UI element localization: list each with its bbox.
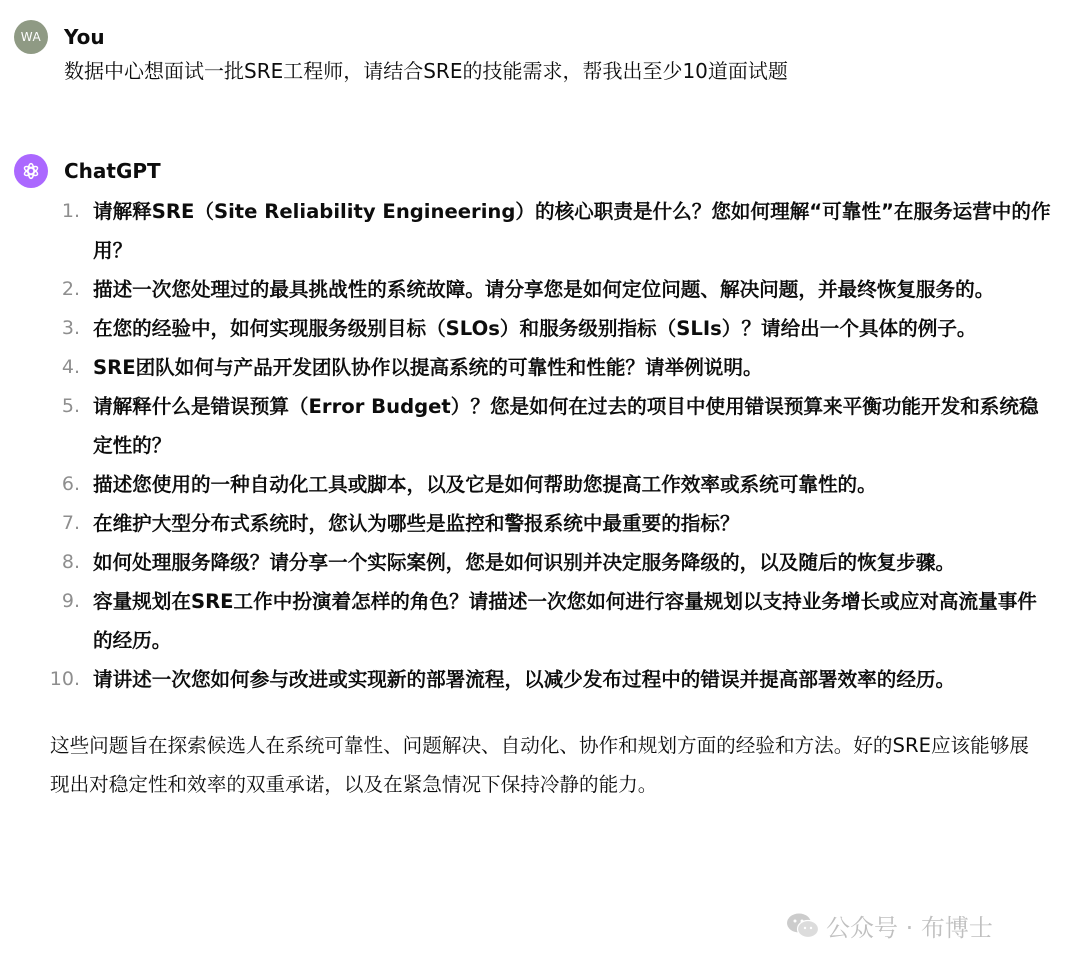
user-avatar-initials: WA <box>20 30 42 44</box>
list-item-number: 5. <box>61 395 80 417</box>
list-item-text: SRE团队如何与产品开发团队协作以提高系统的可靠性和性能？请举例说明。 <box>93 356 763 379</box>
user-name: You <box>64 25 105 49</box>
list-item-text: 请解释什么是错误预算（Error Budget）？您是如何在过去的项目中使用错误预算来平衡功能开发和系统稳定性的？ <box>93 395 1039 457</box>
list-item <box>14 192 1056 270</box>
list-item-number: 10. <box>49 668 80 690</box>
list-item <box>14 387 1056 465</box>
list-item-text: 请讲述一次您如何参与改进或实现新的部署流程，以减少发布过程中的错误并提高部署效率的经历。 <box>93 668 956 691</box>
list-item <box>14 504 1056 543</box>
list-item-number: 7. <box>61 512 80 534</box>
list-item-number: 1. <box>61 200 80 222</box>
assistant-avatar <box>14 154 48 188</box>
list-item-text: 描述一次您处理过的最具挑战性的系统故障。请分享您是如何定位问题、解决问题，并最终恢复服务的。 <box>93 278 995 301</box>
watermark <box>786 908 993 943</box>
list-item <box>14 270 1056 309</box>
user-avatar[interactable] <box>14 20 48 54</box>
list-item <box>14 348 1056 387</box>
openai-logo-icon <box>20 160 42 182</box>
list-item-number: 8. <box>61 551 80 573</box>
list-item-text: 在维护大型分布式系统时，您认为哪些是监控和警报系统中最重要的指标？ <box>93 512 740 535</box>
assistant-summary: 这些问题旨在探索候选人在系统可靠性、问题解决、自动化、协作和规划方面的经验和方法。好的SRE应该能够展现出对稳定性和效率的双重承诺，以及在紧急情况下保持冷静的能力。 <box>50 734 1029 796</box>
list-item-text: 请解释SRE（Site Reliability Engineering）的核心职责是什么？您如何理解“可靠性”在服务运营中的作用？ <box>93 200 1051 262</box>
list-item-number: 3. <box>61 317 80 339</box>
list-item <box>14 543 1056 582</box>
question-list <box>14 192 1056 699</box>
list-item-text: 描述您使用的一种自动化工具或脚本，以及它是如何帮助您提高工作效率或系统可靠性的。 <box>93 473 877 496</box>
list-item-number: 2. <box>61 278 80 300</box>
list-item-text: 在您的经验中，如何实现服务级别目标（SLOs）和服务级别指标（SLIs）？请给出一个具体的例子。 <box>93 317 977 340</box>
wechat-icon <box>786 912 820 940</box>
list-item-number: 6. <box>61 473 80 495</box>
list-item <box>14 582 1056 660</box>
list-item <box>14 660 1056 699</box>
user-message-text: 数据中心想面试一批SRE工程师，请结合SRE的技能需求，帮我出至少10道面试题 <box>64 59 788 83</box>
list-item-number: 4. <box>61 356 80 378</box>
list-item-text: 如何处理服务降级？请分享一个实际案例，您是如何识别并决定服务降级的，以及随后的恢复步骤。 <box>93 551 956 574</box>
list-item <box>14 309 1056 348</box>
assistant-name: ChatGPT <box>64 159 161 183</box>
list-item-number: 9. <box>61 590 80 612</box>
list-item-text: 容量规划在SRE工作中扮演着怎样的角色？请描述一次您如何进行容量规划以支持业务增长或应对高流量事件的经历。 <box>93 590 1037 652</box>
list-item <box>14 465 1056 504</box>
watermark-text: 公众号 · 布博士 <box>826 914 993 942</box>
